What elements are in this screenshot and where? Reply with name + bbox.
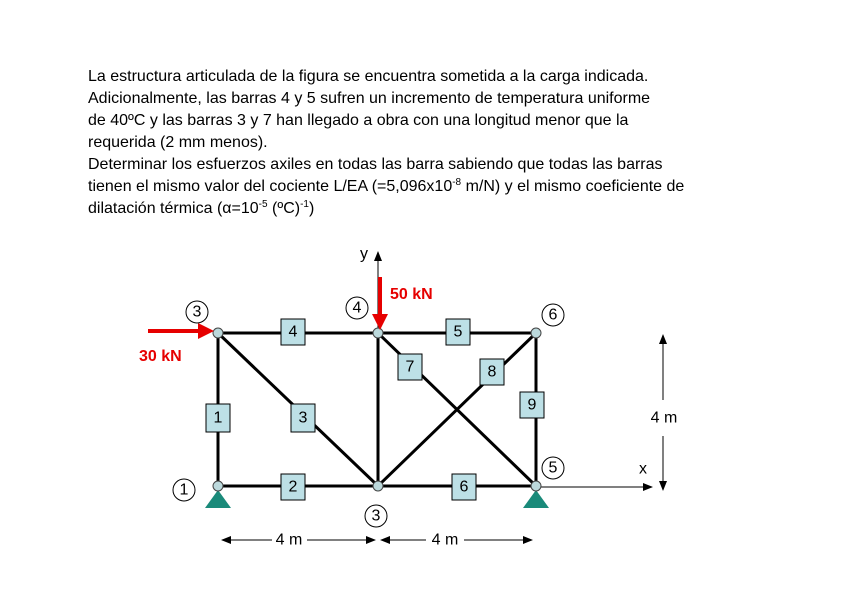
bar-label-7: 7 xyxy=(405,358,415,376)
node-label-6: 6 xyxy=(548,306,558,324)
statement-line-6-exponent: -8 xyxy=(452,177,462,188)
node-label-3-top: 3 xyxy=(192,303,202,321)
statement-line-7d: ) xyxy=(308,200,315,217)
joint-top-left xyxy=(213,328,223,338)
statement-line-7b: =10 xyxy=(231,200,259,217)
load-arrow-horizontal-head xyxy=(198,323,214,339)
bar-label-2: 2 xyxy=(288,478,298,496)
joint-top-middle xyxy=(373,328,383,338)
statement-line-7a: dilatación térmica ( xyxy=(88,200,223,217)
bar-label-8: 8 xyxy=(487,363,497,381)
statement-line-7-exponent-1: -5 xyxy=(258,199,268,210)
bar-label-9: 9 xyxy=(527,396,537,414)
x-axis-label: x xyxy=(639,460,647,478)
pin-support-right xyxy=(523,490,549,508)
joint-bottom-left xyxy=(213,481,223,491)
dimension-right-label: 4 m xyxy=(431,531,459,549)
statement-line-1: La estructura articulada de la figura se encuentra sometida a la carga indicada. xyxy=(88,68,649,85)
statement-line-2: Adicionalmente, las barras 4 y 5 sufren un incremento de temperatura uniforme xyxy=(88,90,651,107)
load-arrow-vertical-head xyxy=(372,314,388,330)
node-label-1: 1 xyxy=(179,481,189,499)
node-label-3-bottom: 3 xyxy=(371,507,381,525)
load-label-vertical: 50 kN xyxy=(390,286,433,303)
pin-support-left xyxy=(205,490,231,508)
statement-line-7c: (ºC) xyxy=(267,200,301,217)
dimension-left-label: 4 m xyxy=(275,531,303,549)
statement-line-3: de 40ºC y las barras 3 y 7 han llegado a obra con una longitud menor que la xyxy=(88,112,629,129)
alpha-symbol: α xyxy=(222,200,232,217)
node-label-5: 5 xyxy=(548,459,558,477)
bar-label-5: 5 xyxy=(453,323,463,341)
node-label-4: 4 xyxy=(352,299,362,317)
statement-line-6a: tienen el mismo valor del cociente L/EA (=5,096x10 xyxy=(88,178,453,195)
statement-line-4: requerida (2 mm menos). xyxy=(88,134,268,151)
y-axis-label: y xyxy=(360,245,368,263)
bar-label-1: 1 xyxy=(213,409,223,427)
bar-label-4: 4 xyxy=(288,323,298,341)
statement-line-7-exponent-2: -1 xyxy=(300,199,309,210)
joint-bottom-middle xyxy=(373,481,383,491)
load-label-horizontal: 30 kN xyxy=(139,348,182,365)
joint-bottom-right xyxy=(531,481,541,491)
dimension-height-label: 4 m xyxy=(650,409,678,427)
statement-line-5: Determinar los esfuerzos axiles en todas las barra sabiendo que todas las barras xyxy=(88,156,663,173)
bar-label-6: 6 xyxy=(459,478,469,496)
joint-top-right xyxy=(531,328,541,338)
bar-label-3: 3 xyxy=(298,409,308,427)
statement-line-6b: m/N) y el mismo coeficiente de xyxy=(461,178,685,195)
